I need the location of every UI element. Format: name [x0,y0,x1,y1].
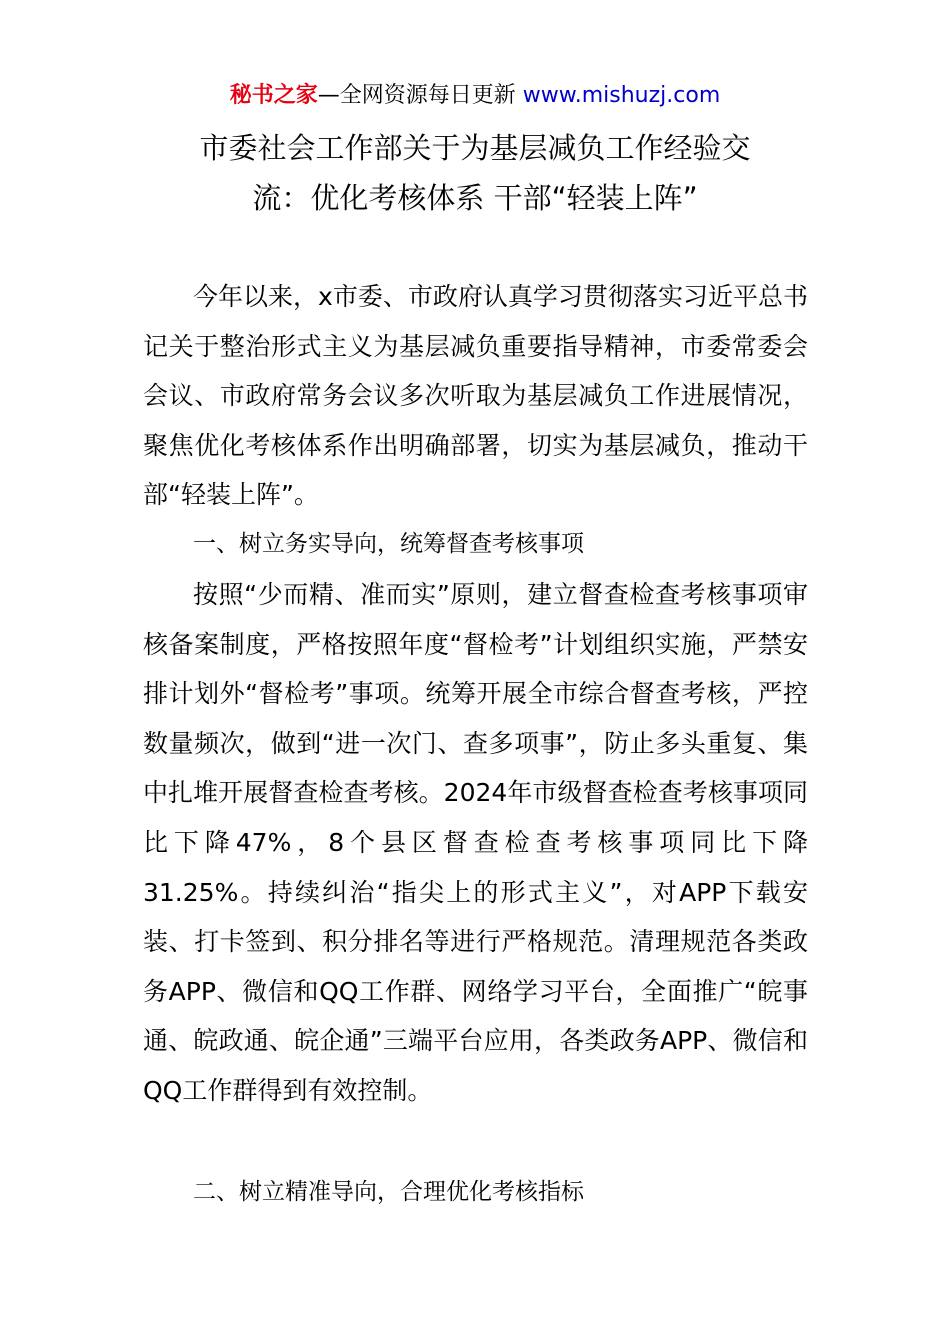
section-2-heading: 二、树立精准导向，合理优化考核指标 [193,1179,584,1205]
intro-paragraph-block [143,272,808,520]
brand-name: 秘书之家 [229,83,318,108]
section-1-heading: 一、树立务实导向，统筹督查考核事项 [193,531,584,557]
document-title-line-2: 流：优化考核体系 干部“轻装上阵” [252,181,698,215]
header-tagline: —全网资源每日更新 [317,83,523,108]
section-1-paragraph: 按照“少而精、准而实”原则，建立督查检查考核事项审核备案制度，严格按照年度“督检考”计划组织实施，严禁安排计划外“督检考”事项。统筹开展全市综合督查考核，严控数量频次，做到“进一次门、查多项事”，防止多头重复、集中扎堆开展督查检查考核。2024年市级督查检查考核事项同比下降47%，8个县区督查检查考核事项同比下降31.25%。持续纠治“指尖上的形式主义”，对APP下载安装、打卡签到、积分排名等进行严格规范。清理规范各类政务APP、微信和QQ工作群、网络学习平台，全面推广“皖事通、皖政通、皖企通”三端平台应用，各类政务APP、微信和QQ工作群得到有效控制。 [143,580,808,1105]
section-2-heading-block [143,1168,808,1218]
section-1-body-block [143,570,808,1116]
intro-paragraph: 今年以来，x市委、市政府认真学习贯彻落实习近平总书记关于整治形式主义为基层减负重要指导精神，市委常委会会议、市政府常务会议多次听取为基层减负工作进展情况，聚焦优化考核体系作出明确部署，切实为基层减负，推动干部“轻装上阵”。 [143,282,808,510]
site-header [0,80,950,112]
site-url[interactable]: www.mishuzj.com [522,83,721,108]
document-title-line-1: 市委社会工作部关于为基层减负工作经验交 [199,131,751,165]
section-1-heading-block [143,520,808,570]
